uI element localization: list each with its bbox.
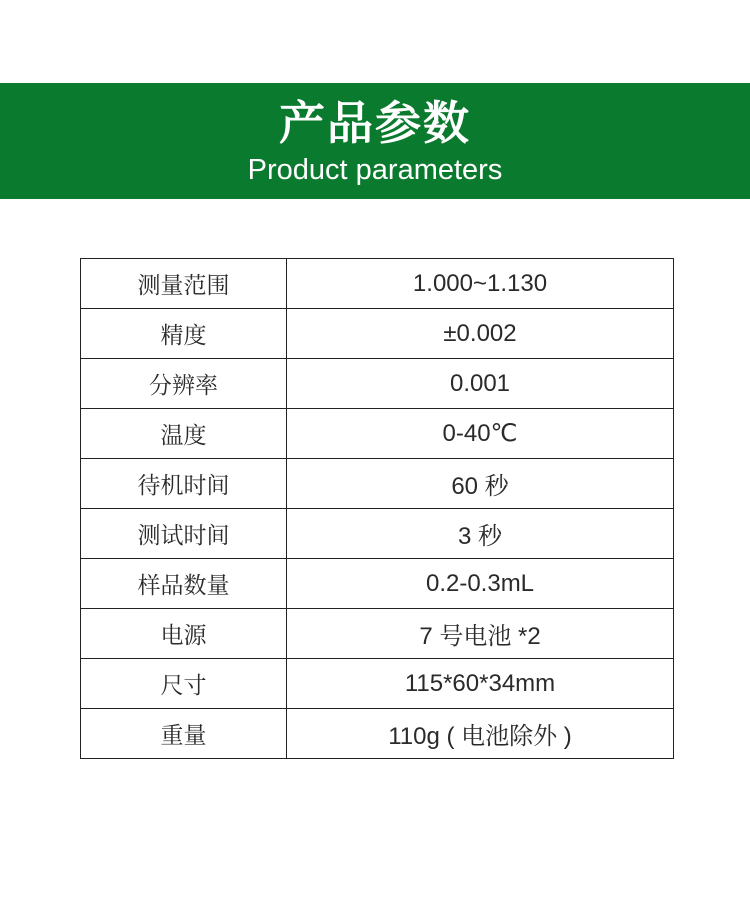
spec-row-standby-time (81, 459, 674, 509)
spec-label: 待机时间 (81, 459, 287, 509)
spec-row-range (81, 259, 674, 309)
spec-table (80, 258, 674, 759)
spec-label: 测试时间 (81, 509, 287, 559)
spec-row-resolution (81, 359, 674, 409)
spec-row-test-time (81, 509, 674, 559)
spec-row-weight (81, 709, 674, 759)
spec-value: 110g ( 电池除外 ) (287, 709, 674, 759)
page-subtitle: Product parameters (247, 154, 503, 186)
spec-label: 分辨率 (81, 359, 287, 409)
spec-row-size (81, 659, 674, 709)
spec-label: 精度 (81, 309, 287, 359)
spec-row-power (81, 609, 674, 659)
spec-label: 样品数量 (81, 559, 287, 609)
spec-label: 尺寸 (81, 659, 287, 709)
spec-value: 0-40℃ (287, 409, 674, 459)
spec-value: 0.2-0.3mL (287, 559, 674, 609)
page-title: 产品参数 (279, 96, 471, 150)
spec-label: 温度 (81, 409, 287, 459)
spec-value: ±0.002 (287, 309, 674, 359)
spec-label: 电源 (81, 609, 287, 659)
spec-value: 115*60*34mm (287, 659, 674, 709)
spec-row-temperature (81, 409, 674, 459)
spec-value: 3 秒 (287, 509, 674, 559)
spec-row-accuracy (81, 309, 674, 359)
spec-value: 60 秒 (287, 459, 674, 509)
spec-value: 7 号电池 *2 (287, 609, 674, 659)
spec-value: 1.000~1.130 (287, 259, 674, 309)
header-banner (0, 83, 750, 199)
spec-label: 重量 (81, 709, 287, 759)
spec-row-sample-volume (81, 559, 674, 609)
spec-label: 测量范围 (81, 259, 287, 309)
spec-value: 0.001 (287, 359, 674, 409)
